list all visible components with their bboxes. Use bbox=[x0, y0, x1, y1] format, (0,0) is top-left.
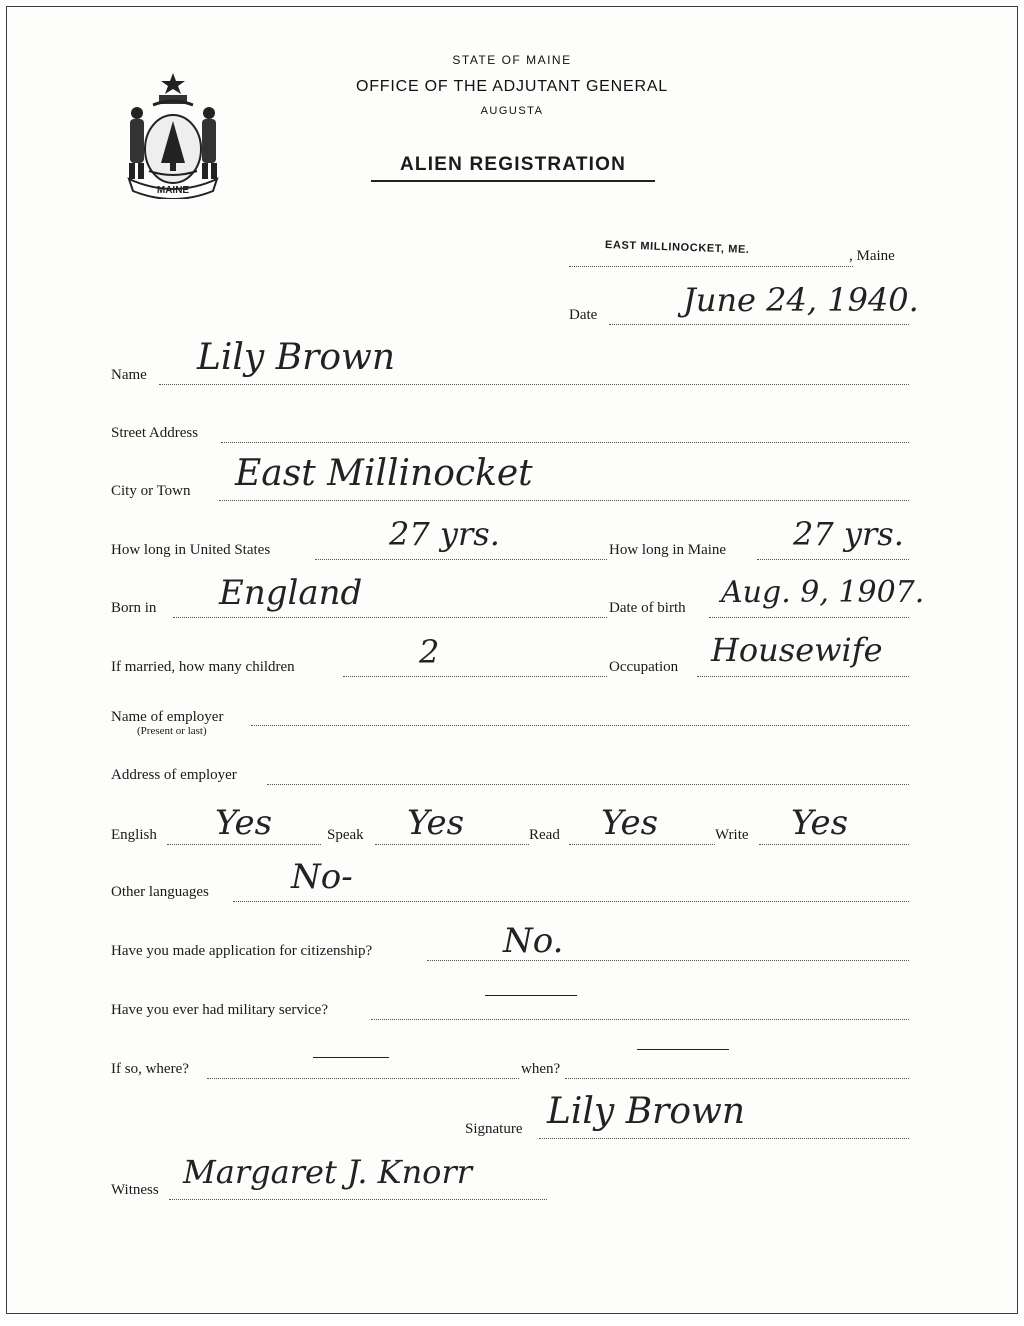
military-line bbox=[371, 1019, 909, 1020]
when-dash bbox=[637, 1049, 729, 1050]
date-of-birth-value[interactable]: Aug. 9, 1907. bbox=[721, 575, 925, 610]
english-label: English bbox=[111, 827, 157, 843]
signature-line bbox=[539, 1138, 909, 1139]
city-value[interactable]: East Millinocket bbox=[235, 453, 533, 494]
children-label: If married, how many children bbox=[111, 659, 295, 675]
location-stamp: EAST MILLINOCKET, ME. bbox=[604, 239, 750, 257]
citizenship-label: Have you made application for citizenship? bbox=[111, 943, 373, 959]
date-of-birth-label: Date of birth bbox=[609, 600, 686, 616]
employer-note: (Present or last) bbox=[137, 725, 207, 737]
read-line bbox=[569, 844, 715, 845]
speak-value[interactable]: Yes bbox=[407, 803, 465, 843]
city-label: City or Town bbox=[111, 483, 191, 499]
header-state: STATE OF MAINE bbox=[452, 53, 572, 67]
write-label: Write bbox=[715, 827, 749, 843]
read-value[interactable]: Yes bbox=[601, 803, 659, 843]
where-dash bbox=[313, 1057, 389, 1058]
form-title: ALIEN REGISTRATION bbox=[371, 154, 655, 182]
read-label: Read bbox=[529, 827, 560, 843]
name-label: Name bbox=[111, 367, 147, 383]
citizenship-line bbox=[427, 960, 909, 961]
born-in-line bbox=[173, 617, 607, 618]
other-languages-label: Other languages bbox=[111, 884, 209, 900]
date-of-birth-line bbox=[709, 617, 909, 618]
signature-label: Signature bbox=[465, 1121, 523, 1137]
svg-text:MAINE: MAINE bbox=[156, 185, 190, 196]
other-languages-value[interactable]: No- bbox=[291, 857, 353, 897]
where-line bbox=[207, 1078, 519, 1079]
english-line bbox=[167, 844, 321, 845]
employer-address-label: Address of employer bbox=[111, 767, 237, 783]
employer-line bbox=[251, 725, 909, 726]
write-value[interactable]: Yes bbox=[791, 803, 849, 843]
how-long-us-value[interactable]: 27 yrs. bbox=[389, 515, 500, 553]
location-line bbox=[569, 266, 853, 267]
military-label: Have you ever had military service? bbox=[111, 1002, 328, 1018]
how-long-us-label: How long in United States bbox=[111, 542, 271, 558]
children-value[interactable]: 2 bbox=[419, 633, 440, 671]
english-value[interactable]: Yes bbox=[215, 803, 273, 843]
how-long-maine-line bbox=[757, 559, 909, 560]
witness-label: Witness bbox=[111, 1182, 159, 1198]
date-line bbox=[609, 324, 909, 325]
speak-label: Speak bbox=[327, 827, 364, 843]
name-line bbox=[159, 384, 909, 385]
write-line bbox=[759, 844, 909, 845]
header-office: OFFICE OF THE ADJUTANT GENERAL bbox=[355, 78, 669, 95]
military-dash bbox=[485, 995, 577, 996]
children-line bbox=[343, 676, 607, 677]
how-long-maine-value[interactable]: 27 yrs. bbox=[793, 515, 904, 553]
street-line bbox=[221, 442, 909, 443]
alien-registration-form bbox=[6, 6, 1018, 1314]
citizenship-value[interactable]: No. bbox=[503, 921, 564, 961]
other-languages-line bbox=[233, 901, 909, 902]
when-label: when? bbox=[521, 1061, 561, 1077]
location-suffix: , Maine bbox=[849, 248, 895, 264]
how-long-us-line bbox=[315, 559, 607, 560]
witness-line bbox=[169, 1199, 547, 1200]
date-label: Date bbox=[569, 307, 598, 323]
employer-address-line bbox=[267, 784, 909, 785]
where-label: If so, where? bbox=[111, 1061, 189, 1077]
occupation-line bbox=[697, 676, 909, 677]
street-label: Street Address bbox=[111, 425, 199, 441]
born-in-label: Born in bbox=[111, 600, 157, 616]
when-line bbox=[565, 1078, 909, 1079]
speak-line bbox=[375, 844, 529, 845]
born-in-value[interactable]: England bbox=[219, 573, 363, 613]
witness-value[interactable]: Margaret J. Knorr bbox=[183, 1153, 473, 1191]
signature-value[interactable]: Lily Brown bbox=[547, 1091, 746, 1132]
occupation-value[interactable]: Housewife bbox=[711, 631, 883, 669]
employer-label: Name of employer bbox=[111, 709, 224, 725]
name-value[interactable]: Lily Brown bbox=[197, 337, 396, 378]
header-city: AUGUSTA bbox=[480, 105, 544, 117]
date-value[interactable]: June 24, 1940. bbox=[683, 281, 919, 319]
how-long-maine-label: How long in Maine bbox=[609, 542, 727, 558]
city-line bbox=[219, 500, 909, 501]
occupation-label: Occupation bbox=[609, 659, 679, 675]
